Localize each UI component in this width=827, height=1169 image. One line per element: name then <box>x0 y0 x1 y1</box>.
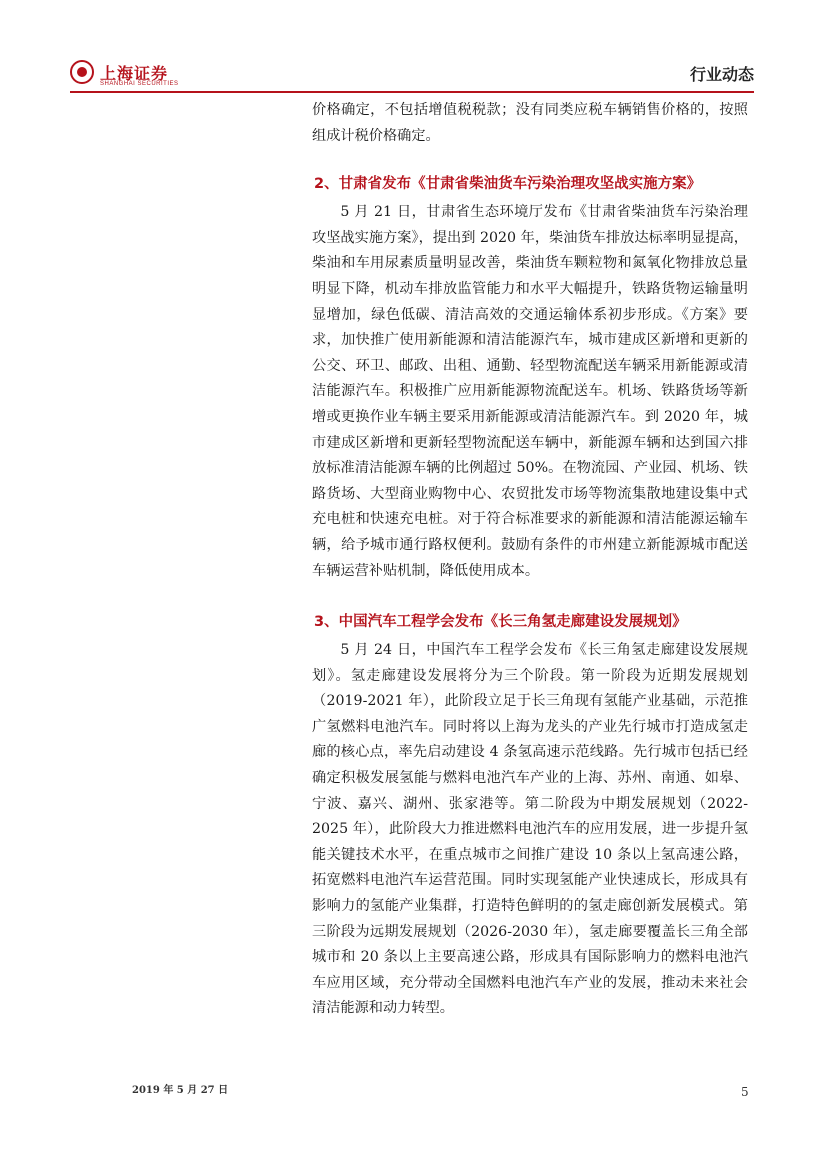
section-3-heading: 3、中国汽车工程学会发布《长三角氢走廊建设发展规划》 <box>314 614 687 631</box>
logo-text: 上海证券 <box>100 64 169 83</box>
main-content <box>312 98 748 1022</box>
section-2-body: 5 月 21 日，甘肃省生态环境厅发布《甘肃省柴油货车污染治理攻坚战实施方案》，提出到 2020 年，柴油货车排放达标率明显提高，柴油和车用尿素质量明显改善，柴油货车颗粒物和氮氧化物排放总量明显下降，机动车排放监管能力和水平大幅提升，铁路货物运输量明显增加，绿色低碳、清洁高效的交通运输体系初步形成。《方案》要求，加快推广使用新能源和清洁能源汽车，城市建成区新增和更新的公交、环卫、邮政、出租、通勤、轻型物流配送车辆采用新能源或清洁能源汽车。积极推广应用新能源物流配送车。机场、铁路货场等新增或更换作业车辆主要采用新能源或清洁能源汽车。到 2020 年，城市建成区新增和更新轻型物流配送车辆中，新能源车辆和达到国六排放标准清洁能源车辆的比例超过 50%。在物流园、产业园、机场、铁路货场、大型商业购物中心、农贸批发市场等物流集散地建设集中式充电桩和快速充电桩。对于符合标准要求的新能源和清洁能源运输车辆，给予城市通行路权便利。鼓励有条件的市州建立新能源城市配送车辆运营补贴机制，降低使用成本。 <box>312 204 748 579</box>
section-3-body: 5 月 24 日，中国汽车工程学会发布《长三角氢走廊建设发展规划》。氢走廊建设发展将分为三个阶段。第一阶段为近期发展规划（2019-2021 年），此阶段立足于长三角现有氢能产业基础，示范推广氢燃料电池汽车。同时将以上海为龙头的产业先行城市打造成氢走廊的核心点，率先启动建设 4 条氢高速示范线路。先行城市包括已经确定积极发展氢能与燃料电池汽车产业的上海、苏州、南通、如皋、宁波、嘉兴、湖州、张家港等。第二阶段为中期发展规划（2022-2025 年），此阶段大力推进燃料电池汽车的应用发展，进一步提升氢能关键技术水平，在重点城市之间推广建设 10 条以上氢高速公路，拓宽燃料电池汽车运营范围。同时实现氢能产业快速成长，形成具有影响力的氢能产业集群，打造特色鲜明的的氢走廊创新发展模式。第三阶段为远期发展规划（2026-2030 年），氢走廊要覆盖长三角全部城市和 20 条以上主要高速公路，形成具有国际影响力的燃料电池汽车应用区域，充分带动全国燃料电池汽车产业的发展，推动未来社会清洁能源和动力转型。 <box>312 642 748 1017</box>
page-header <box>70 52 754 92</box>
company-logo <box>70 60 180 90</box>
section-2-heading: 2、甘肃省发布《甘肃省柴油货车污染治理攻坚战实施方案》 <box>314 176 702 193</box>
paragraph-continuation: 价格确定，不包括增值税税款；没有同类应税车辆销售价格的，按照组成计税价格确定。 <box>312 102 748 144</box>
logo-emblem-icon <box>70 60 94 84</box>
header-divider <box>70 91 754 93</box>
page-number: 5 <box>741 1085 749 1099</box>
section-label: 行业动态 <box>689 65 754 84</box>
footer-date: 2019 年 5 月 27 日 <box>132 1085 229 1096</box>
logo-subtext: SHANGHAI SECURITIES <box>100 81 179 87</box>
